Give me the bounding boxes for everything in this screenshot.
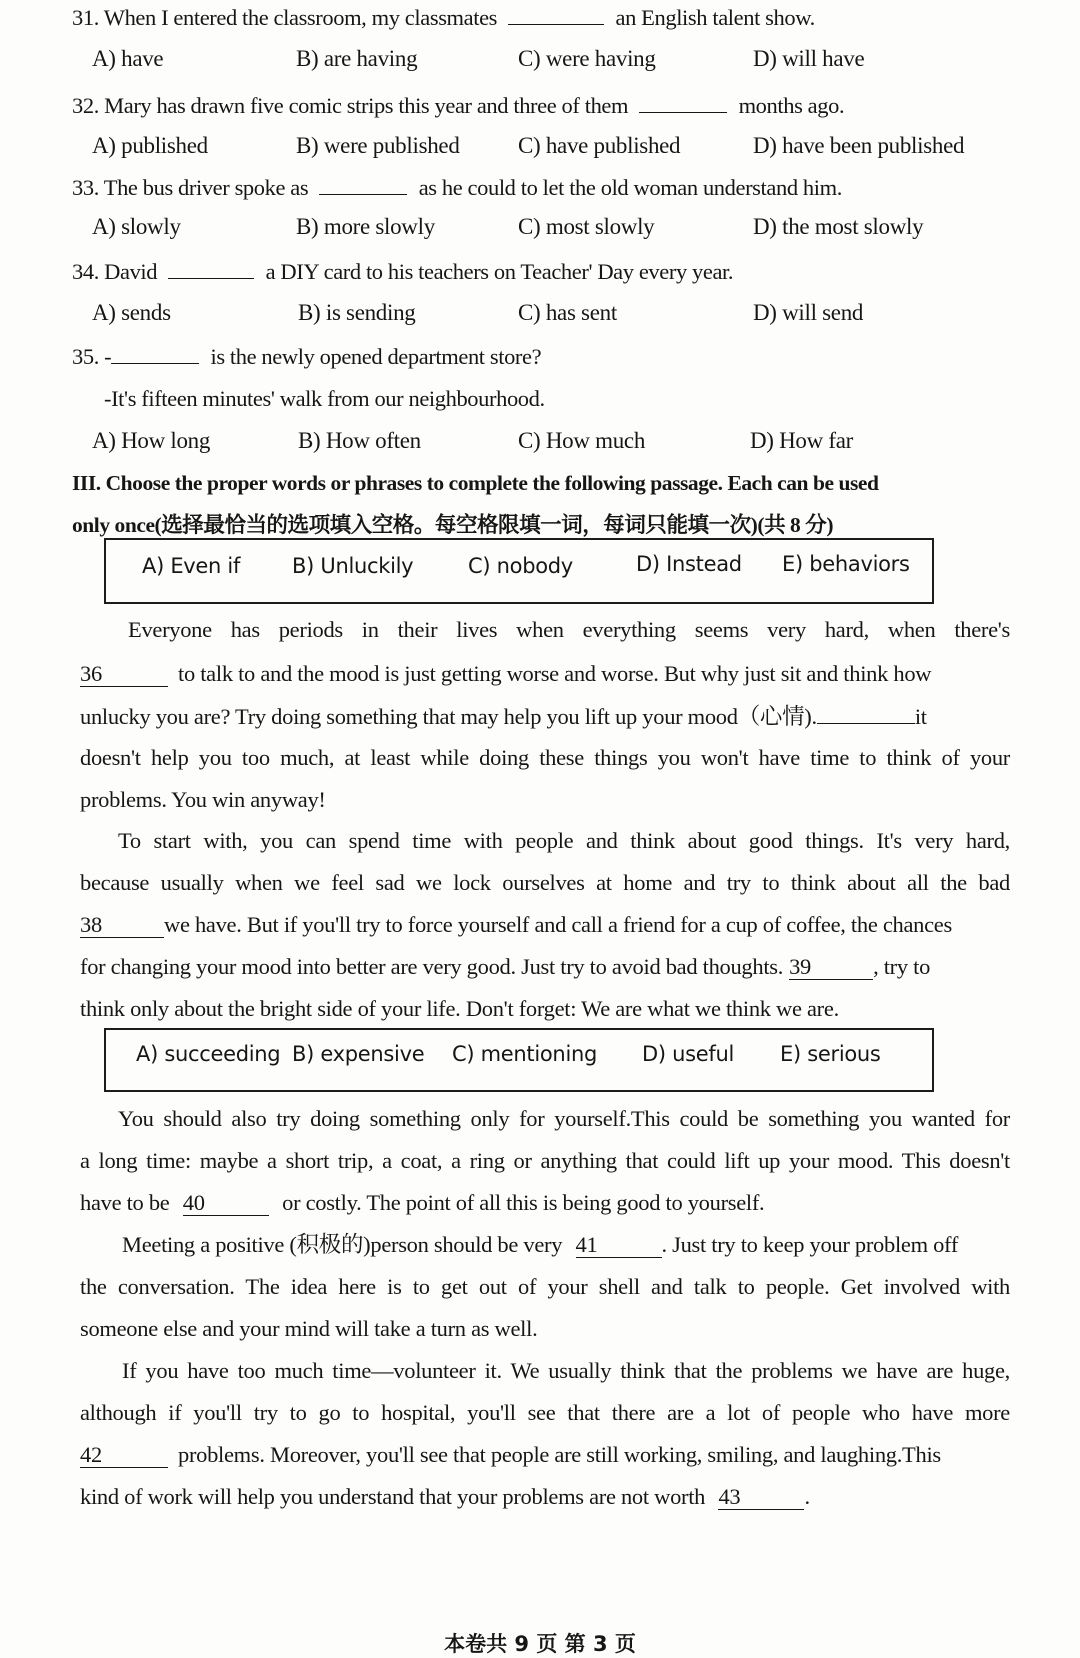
text-span: , try to bbox=[873, 954, 931, 979]
question-stem: 31. When I entered the classroom, my classmates bbox=[72, 5, 498, 30]
box-option-b[interactable]: B) expensive bbox=[292, 1042, 425, 1066]
box-option-c[interactable]: C) nobody bbox=[468, 554, 573, 578]
question-stem-end: a DIY card to his teachers on Teacher' Day every year. bbox=[265, 259, 734, 284]
option-b[interactable]: B) are having bbox=[296, 46, 418, 71]
blank-43[interactable]: 43 bbox=[718, 1485, 804, 1510]
text-line: think only about the bright side of your life. Don't forget: We are what we think we are. bbox=[80, 996, 839, 1021]
question-stem: 32. Mary has drawn five comic strips this year and three of them bbox=[72, 93, 629, 118]
page-footer: 本卷共 9 页 第 3 页 bbox=[444, 1632, 636, 1656]
blank-39[interactable]: 39 bbox=[789, 955, 873, 980]
box-option-b[interactable]: B) Unluckily bbox=[292, 554, 414, 578]
blank-41[interactable]: 41 bbox=[576, 1233, 662, 1258]
blank-36[interactable]: 36 bbox=[80, 662, 168, 687]
text-span: Meeting a positive (积极的)person should be very bbox=[122, 1232, 563, 1257]
text-line: a long time: maybe a short trip, a coat, a ring or anything that could lift up your mood. This doesn't bbox=[80, 1148, 1010, 1173]
text-line bbox=[80, 910, 1010, 940]
text-line: because usually when we feel sad we lock ourselves at home and try to think about all the bad bbox=[80, 870, 1010, 895]
blank-40[interactable]: 40 bbox=[183, 1191, 269, 1216]
question-35 bbox=[72, 341, 541, 372]
text-span: it bbox=[914, 704, 927, 729]
section-heading: III. Choose the proper words or phrases to complete the following passage. Each can be used bbox=[72, 471, 879, 495]
text-line: although if you'll try to go to hospital, you'll see that there are a lot of people who have more bbox=[80, 1400, 1010, 1425]
box-option-a[interactable]: A) Even if bbox=[142, 554, 241, 578]
text-span: . bbox=[804, 1484, 810, 1509]
option-b[interactable]: B) were published bbox=[296, 133, 460, 158]
text-line bbox=[80, 1188, 1010, 1218]
option-a[interactable]: A) have bbox=[92, 46, 164, 71]
option-d[interactable]: D) will send bbox=[753, 300, 864, 325]
question-stem: 34. David bbox=[72, 259, 158, 284]
question-33 bbox=[72, 172, 842, 203]
option-b[interactable]: B) more slowly bbox=[296, 214, 435, 239]
text-line: problems. You win anyway! bbox=[80, 787, 326, 812]
blank-42[interactable]: 42 bbox=[80, 1443, 168, 1468]
box-option-c[interactable]: C) mentioning bbox=[452, 1042, 598, 1066]
option-d[interactable]: D) have been published bbox=[753, 133, 965, 158]
question-35-reply: -It's fifteen minutes' walk from our neighbourhood. bbox=[104, 386, 545, 411]
question-stem: 35. - bbox=[72, 344, 112, 369]
option-c[interactable]: C) were having bbox=[518, 46, 656, 71]
question-stem-end: as he could to let the old woman understand him. bbox=[418, 175, 842, 200]
question-stem-end: months ago. bbox=[738, 93, 845, 118]
text-line: doesn't help you too much, at least while doing these things you won't have time to think of your bbox=[80, 745, 1010, 770]
word-box-1 bbox=[104, 538, 934, 604]
text-line bbox=[80, 1440, 1010, 1470]
question-stem-end: is the newly opened department store? bbox=[210, 344, 542, 369]
text-span: . Just try to keep your problem off bbox=[661, 1232, 959, 1257]
answer-blank[interactable] bbox=[508, 2, 604, 25]
box-option-d[interactable]: D) Instead bbox=[636, 552, 742, 576]
text-line bbox=[80, 952, 1010, 982]
answer-blank[interactable] bbox=[168, 256, 254, 279]
option-d[interactable]: D) will have bbox=[753, 46, 865, 71]
option-a[interactable]: A) sends bbox=[92, 300, 171, 325]
option-b[interactable]: B) is sending bbox=[298, 300, 416, 325]
text-line: You should also try doing something only for yourself.This could be something you wanted for bbox=[118, 1106, 1010, 1131]
box-option-e[interactable]: E) behaviors bbox=[782, 552, 910, 576]
answer-blank[interactable] bbox=[639, 90, 727, 113]
text-line: the conversation. The idea here is to get out of your shell and talk to people. Get involved with bbox=[80, 1274, 1010, 1299]
option-b[interactable]: B) How often bbox=[298, 428, 421, 453]
option-d[interactable]: D) How far bbox=[750, 428, 854, 453]
text-line: To start with, you can spend time with people and think about good things. It's very hard, bbox=[118, 828, 1010, 853]
text-line bbox=[80, 701, 1010, 732]
option-c[interactable]: C) How much bbox=[518, 428, 646, 453]
box-option-e[interactable]: E) serious bbox=[780, 1042, 881, 1066]
text-span: kind of work will help you understand that your problems are not worth bbox=[80, 1484, 706, 1509]
text-span: or costly. The point of all this is being good to yourself. bbox=[282, 1190, 765, 1215]
text-span: for changing your mood into better are very good. Just try to avoid bad thoughts. bbox=[80, 954, 784, 979]
option-a[interactable]: A) How long bbox=[92, 428, 211, 453]
question-32 bbox=[72, 90, 844, 121]
text-span: have to be bbox=[80, 1190, 170, 1215]
answer-blank[interactable] bbox=[319, 172, 407, 195]
question-31 bbox=[72, 2, 815, 33]
box-option-d[interactable]: D) useful bbox=[642, 1042, 735, 1066]
text-span: problems. Moreover, you'll see that people are still working, smiling, and laughing.This bbox=[178, 1442, 941, 1467]
question-34 bbox=[72, 256, 733, 287]
text-span: we have. But if you'll try to force yourself and call a friend for a cup of coffee, the chances bbox=[164, 912, 952, 937]
question-stem-end: an English talent show. bbox=[615, 5, 815, 30]
text-span: to talk to and the mood is just getting worse and worse. But why just sit and think how bbox=[178, 661, 932, 686]
section-heading-cont: only once(选择最恰当的选项填入空格。每空格限填一词，每词只能填一次)(共 8 分) bbox=[72, 513, 834, 537]
blank-38[interactable]: 38 bbox=[80, 913, 164, 938]
blank-37[interactable] bbox=[817, 701, 915, 724]
question-stem: 33. The bus driver spoke as bbox=[72, 175, 309, 200]
text-line bbox=[80, 659, 1010, 689]
text-line bbox=[80, 1482, 1010, 1512]
word-box-2 bbox=[104, 1028, 934, 1092]
option-c[interactable]: C) has sent bbox=[518, 300, 617, 325]
text-line: If you have too much time—volunteer it. We usually think that the problems we have are huge, bbox=[122, 1358, 1010, 1383]
option-c[interactable]: C) most slowly bbox=[518, 214, 655, 239]
text-line: someone else and your mind will take a turn as well. bbox=[80, 1316, 538, 1341]
option-c[interactable]: C) have published bbox=[518, 133, 681, 158]
option-a[interactable]: A) slowly bbox=[92, 214, 181, 239]
text-line bbox=[122, 1230, 1010, 1260]
answer-blank[interactable] bbox=[111, 341, 199, 364]
text-span: unlucky you are? Try doing something that may help you lift up your mood（心情). bbox=[80, 704, 817, 729]
option-d[interactable]: D) the most slowly bbox=[753, 214, 924, 239]
box-option-a[interactable]: A) succeeding bbox=[136, 1042, 281, 1066]
text-line: Everyone has periods in their lives when everything seems very hard, when there's bbox=[128, 617, 1010, 642]
option-a[interactable]: A) published bbox=[92, 133, 208, 158]
